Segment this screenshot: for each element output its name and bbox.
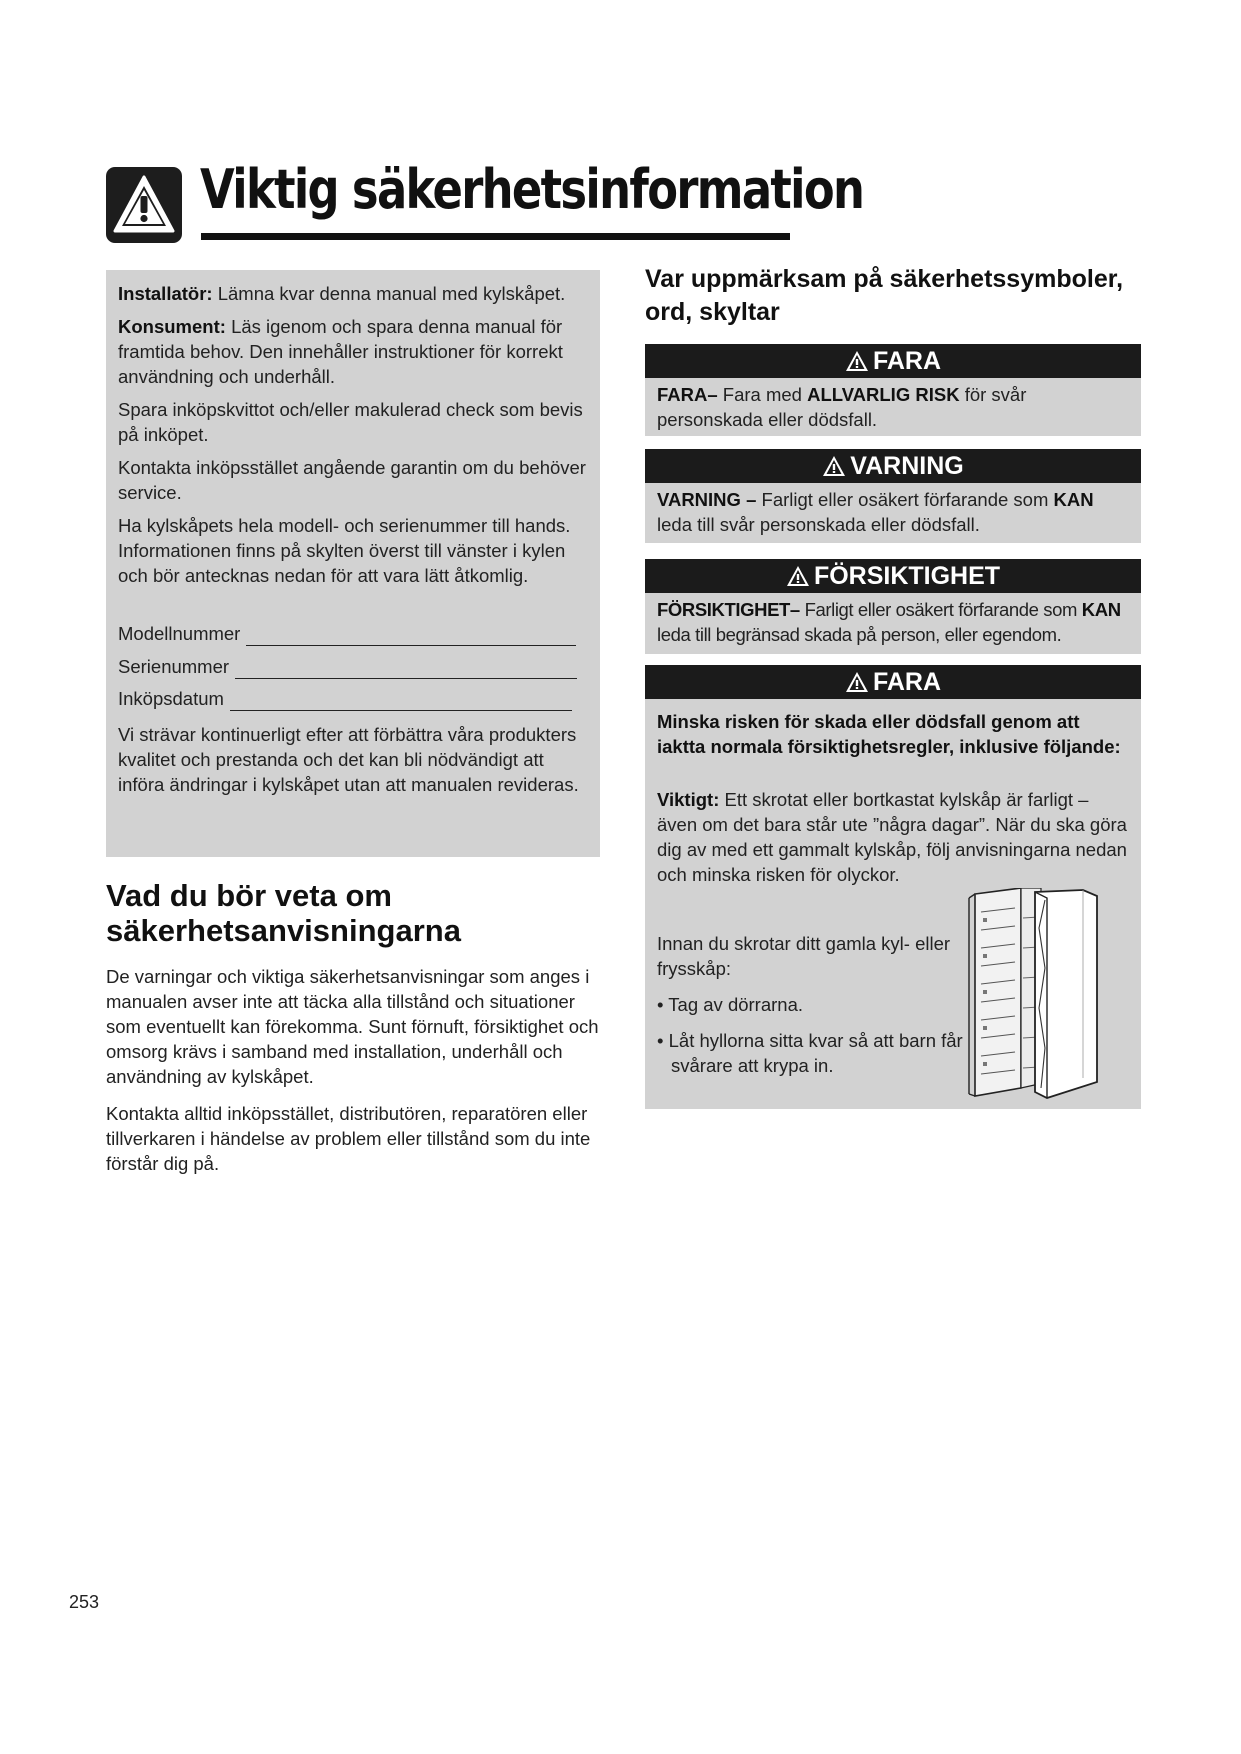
- safety-instructions-heading: Vad du bör veta om säkerhetsanvisningarna: [106, 878, 461, 948]
- important-text: Ett skrotat eller bortkastat kylskåp är farligt – även om det bara står ute ”några dagar”. När du ska göra dig av med ett gammalt kylskåp, följ anvisningarna nedan och minska risken för olyckor.: [657, 789, 1127, 885]
- danger-text-end: för svår personskada eller dödsfall.: [657, 384, 1027, 430]
- model-number-label: Modellnummer: [118, 623, 241, 644]
- danger-label: FARA–: [657, 384, 718, 405]
- danger-signal-box: [645, 344, 1141, 436]
- owner-info-box: [106, 270, 600, 857]
- model-number-field[interactable]: [118, 621, 576, 646]
- installer-note: [118, 281, 593, 306]
- warning-icon: [845, 671, 869, 693]
- important-disposal-note: [657, 787, 1129, 887]
- warranty-note: Kontakta inköpsstället angående garantin om du behöver service.: [118, 457, 586, 503]
- bullet-item-2: • Låt hyllorna sitta kvar så att barn får svårare att krypa in.: [657, 1030, 963, 1076]
- page-number: 253: [69, 1592, 100, 1612]
- important-label: Viktigt:: [657, 789, 720, 810]
- model-info-note: Ha kylskåpets hela modell- och serienummer till hands. Informationen finns på skylten överst till vänster i kylen och bör antecknas nedan för att vara lätt åtkomlig.: [118, 515, 571, 586]
- warning-signal-description: [657, 487, 1129, 537]
- danger-signal-description: [657, 382, 1129, 432]
- safety-paragraph-1: De varningar och viktiga säkerhetsanvisningar som anges i manualen avser inte att täcka alla tillstånd och situationer som eventuellt kan förekomma. Sunt förnuft, försiktighet och omsorg krävs i samband med installation, underhåll och användning av kylskåpet.: [106, 966, 599, 1087]
- warning-icon: [845, 350, 869, 372]
- installer-text: Lämna kvar denna manual med kylskåpet.: [217, 283, 566, 304]
- warning-signal-bar: [645, 449, 1141, 483]
- bullet-item-1: • Tag av dörrarna.: [657, 994, 804, 1015]
- purchase-date-line[interactable]: [230, 692, 572, 711]
- refrigerator-illustration: [965, 888, 1105, 1100]
- serial-number-line[interactable]: [235, 660, 577, 679]
- danger-signal-word: FARA: [872, 347, 942, 375]
- serial-number-field[interactable]: [118, 654, 577, 679]
- danger-emphasis: ALLVARLIG RISK: [807, 384, 960, 405]
- safety-paragraph-2: Kontakta alltid inköpsstället, distributören, reparatören eller tillverkaren i händelse av problem eller tillstånd som du inte förstår dig på.: [106, 1103, 591, 1174]
- warning-icon: [786, 565, 810, 587]
- warning-text-start: Farligt eller osäkert förfarande som: [761, 489, 1049, 510]
- bullet-text-1: Tag av dörrarna.: [668, 994, 804, 1015]
- consumer-note: [118, 314, 593, 389]
- purchase-date-field[interactable]: [118, 686, 572, 711]
- model-number-line[interactable]: [246, 627, 576, 646]
- bullet-text-2: Låt hyllorna sitta kvar så att barn får svårare att krypa in.: [668, 1030, 963, 1076]
- title-underline: [201, 233, 790, 240]
- danger-signal-bar: [645, 344, 1141, 378]
- danger-disposal-lead: Minska risken för skada eller dödsfall genom att iaktta normala försiktighetsregler, inklusive följande:: [657, 711, 1121, 757]
- caution-emphasis: KAN: [1081, 599, 1121, 620]
- caution-signal-bar: [645, 559, 1141, 593]
- caution-signal-word: FÖRSIKTIGHET: [813, 562, 1001, 590]
- serial-number-label: Serienummer: [118, 656, 230, 677]
- caution-text-start: Farligt eller osäkert förfarande som: [804, 599, 1078, 620]
- warning-label: VARNING –: [657, 489, 757, 510]
- caution-label: FÖRSIKTIGHET–: [657, 599, 800, 620]
- consumer-label: Konsument:: [118, 316, 226, 337]
- warning-signal-box: [645, 449, 1141, 543]
- warning-signal-word: VARNING: [850, 452, 964, 480]
- page-title: Viktig säkerhetsinformation: [200, 158, 864, 221]
- warning-icon: [822, 455, 846, 477]
- danger-disposal-bar: [645, 665, 1141, 699]
- warning-triangle-icon: [106, 167, 182, 243]
- caution-signal-box: [645, 559, 1141, 654]
- caution-signal-description: [657, 597, 1129, 647]
- warning-emphasis: KAN: [1053, 489, 1094, 510]
- purchase-date-label: Inköpsdatum: [118, 688, 224, 709]
- installer-label: Installatör:: [118, 283, 213, 304]
- receipt-note: Spara inköpskvittot och/eller makulerad check som bevis på inköpet.: [118, 399, 583, 445]
- warning-text-end: leda till svår personskada eller dödsfall.: [657, 514, 980, 535]
- before-scrap-note: Innan du skrotar ditt gamla kyl- eller frysskåp:: [657, 933, 951, 979]
- danger-disposal-word: FARA: [872, 668, 942, 696]
- safety-symbols-heading: Var uppmärksam på säkerhetssymboler, ord, skyltar: [645, 265, 1124, 326]
- consumer-text: Läs igenom och spara denna manual för framtida behov. Den innehåller instruktioner för korrekt användning och underhåll.: [118, 316, 563, 387]
- caution-text-end: leda till begränsad skada på person, eller egendom.: [657, 624, 1062, 645]
- improvement-note: Vi strävar kontinuerligt efter att förbättra våra produkters kvalitet och prestanda och det kan bli nödvändigt att införa ändringar i kylskåpet utan att manualen revideras.: [118, 724, 579, 795]
- danger-text-start: Fara med: [722, 384, 802, 405]
